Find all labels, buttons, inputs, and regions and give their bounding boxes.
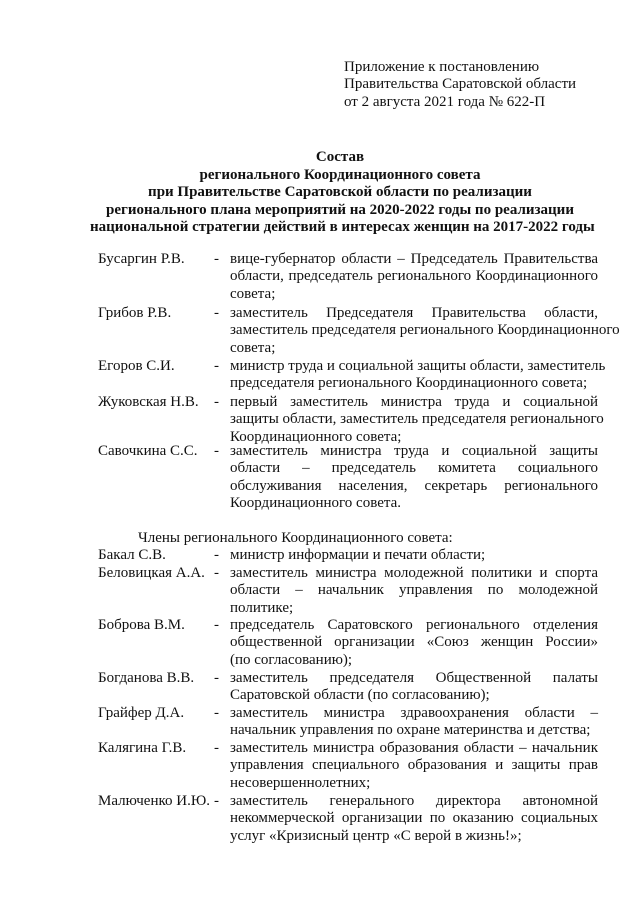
member-role	[230, 793, 598, 845]
member-role	[230, 305, 620, 357]
role-line: заместитель Председателя Правительства области,	[230, 305, 598, 321]
entry-dash: -	[214, 740, 219, 756]
member-role	[230, 617, 598, 669]
role-line: (по согласованию);	[230, 651, 353, 668]
entry-dash: -	[214, 617, 219, 633]
role-line: министр информации и печати области;	[230, 547, 486, 563]
member-role	[230, 358, 606, 393]
member-role	[230, 443, 598, 513]
role-line: Координационного совета;	[230, 428, 402, 445]
member-name: Бусаргин Р.В.	[98, 251, 185, 267]
entry-dash: -	[214, 251, 219, 267]
role-line: услуг «Кризисный центр «С верой в жизнь!»;	[230, 827, 522, 844]
role-line: заместитель председателя Общественной палаты	[230, 670, 598, 686]
appendix-line: Приложение к постановлению	[344, 59, 540, 75]
title-line: при Правительстве Саратовской области по реализации	[148, 184, 532, 201]
role-line: заместитель министра здравоохранения области –	[230, 705, 598, 721]
entry-dash: -	[214, 394, 219, 410]
appendix-note	[344, 59, 624, 111]
role-line: защиты области, заместитель председателя регионального	[230, 411, 604, 428]
role-line: политике;	[230, 599, 294, 616]
role-line: заместитель генерального директора автономной	[230, 793, 598, 809]
title-line: регионального Координационного совета	[199, 166, 481, 183]
role-line: некоммерческой организации по оказанию социальных	[230, 810, 598, 827]
member-name: Егоров С.И.	[98, 358, 175, 374]
member-name: Малюченко И.Ю.	[98, 793, 211, 809]
members-heading: Члены регионального Координационного совета:	[138, 530, 453, 546]
document-title	[90, 149, 595, 237]
entry-dash: -	[214, 305, 219, 321]
role-line: председателя регионального Координационного совета;	[230, 375, 588, 392]
role-line: совета;	[230, 285, 276, 302]
member-name: Калягина Г.В.	[98, 740, 187, 756]
member-role	[230, 547, 598, 564]
member-role	[230, 251, 598, 303]
role-line: заместитель министра образования области – начальник	[230, 740, 598, 756]
role-line: совета;	[230, 339, 276, 356]
role-line: области, председатель регионального Координационного	[230, 268, 598, 285]
member-role	[230, 705, 598, 740]
entry-dash: -	[214, 793, 219, 809]
role-line: начальник управления по охране материнства и детства;	[230, 722, 591, 739]
appendix-line: Правительства Саратовской области	[344, 76, 577, 93]
role-line: управления специального образования и защиты прав	[230, 757, 598, 774]
role-line: заместитель председателя регионального Координационного	[230, 322, 620, 339]
role-line: Саратовской области (по согласованию);	[230, 687, 490, 704]
member-role	[230, 740, 598, 792]
entry-dash: -	[214, 705, 219, 721]
role-line: председатель Саратовского регионального отделения	[230, 617, 598, 633]
member-name: Жуковская Н.В.	[98, 394, 199, 410]
entry-dash: -	[214, 547, 219, 563]
role-line: первый заместитель министра труда и социальной	[230, 394, 598, 410]
member-role	[230, 565, 598, 617]
role-line: общественной организации «Союз женщин России»	[230, 634, 598, 651]
role-line: обслуживания населения, секретарь регионального	[230, 477, 598, 494]
member-name: Савочкина С.С.	[98, 443, 198, 459]
appendix-line: от 2 августа 2021 года № 622-П	[344, 93, 546, 110]
member-name: Бакал С.В.	[98, 547, 166, 563]
role-line: области – председатель комитета социального	[230, 460, 598, 477]
role-line: заместитель министра молодежной политики и спорта	[230, 565, 598, 581]
member-name: Грайфер Д.А.	[98, 705, 185, 721]
member-role	[230, 670, 598, 705]
role-line: министр труда и социальной защиты области, заместитель	[230, 358, 606, 374]
title-line: Состав	[315, 149, 365, 165]
role-line: несовершеннолетних;	[230, 774, 371, 791]
member-name: Боброва В.М.	[98, 617, 185, 633]
entry-dash: -	[214, 670, 219, 686]
member-role	[230, 394, 604, 446]
entry-dash: -	[214, 358, 219, 374]
role-line: области – начальник управления по молодежной	[230, 582, 598, 599]
member-name: Богданова В.В.	[98, 670, 195, 686]
entry-dash: -	[214, 565, 219, 581]
entry-dash: -	[214, 443, 219, 459]
role-line: вице-губернатор области – Председатель Правительства	[230, 251, 598, 267]
role-line: заместитель министра труда и социальной защиты	[230, 443, 598, 459]
title-line: регионального плана мероприятий на 2020-2022 годы по реализации	[106, 201, 574, 218]
member-name: Грибов Р.В.	[98, 305, 172, 321]
role-line: Координационного совета.	[230, 495, 401, 512]
member-name: Беловицкая А.А.	[98, 565, 205, 581]
title-line: национальной стратегии действий в интересах женщин на 2017-2022 годы	[90, 219, 595, 236]
